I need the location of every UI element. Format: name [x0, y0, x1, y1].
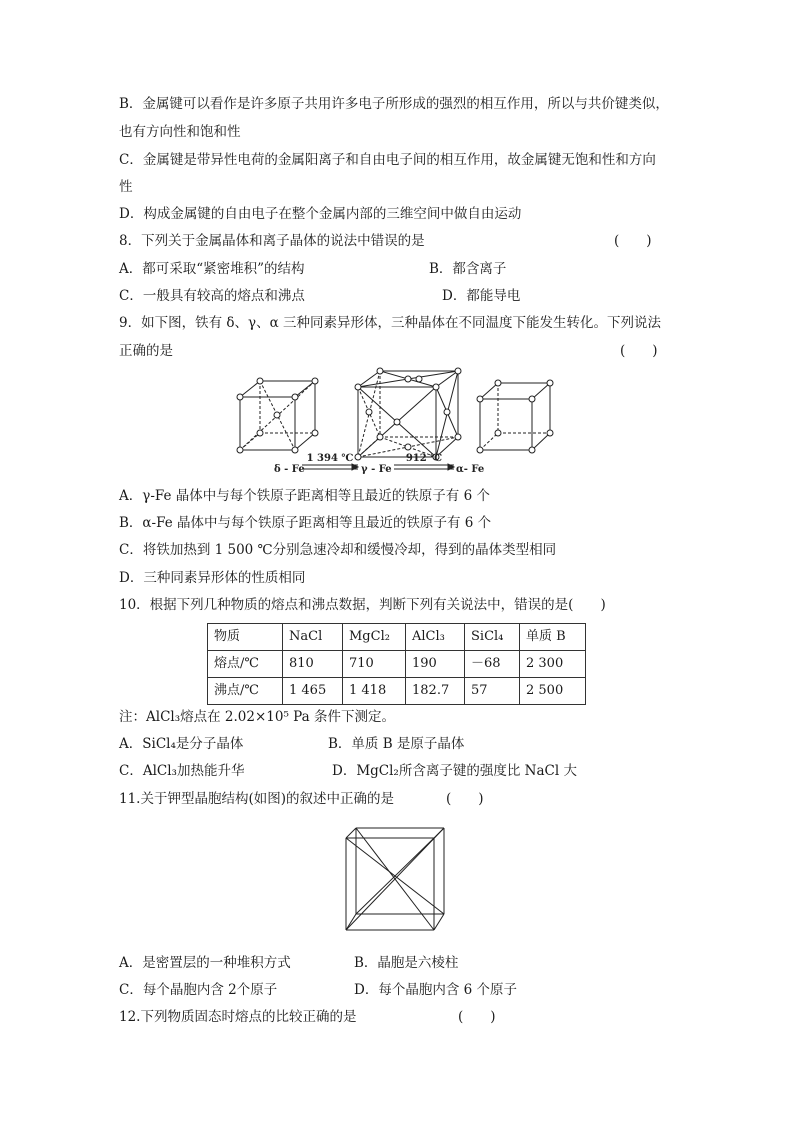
q8-answer-paren: ( ): [614, 233, 652, 249]
q11-option-a: A．是密置层的一种堆积方式: [119, 955, 291, 971]
q11-option-c: C．每个晶胞内含 2个原子: [119, 982, 278, 998]
table-cell: 182.7: [406, 678, 465, 705]
q9-answer-paren: ( ): [620, 343, 658, 359]
q8-option-a: A．都可采取“紧密堆积”的结构: [119, 261, 305, 277]
q10-option-d: D．MgCl₂所含离子键的强度比 NaCl 大: [332, 763, 577, 779]
table-cell: 1 465: [283, 678, 343, 705]
bcc-cell-figure: [338, 820, 458, 938]
table-header-row: [208, 624, 586, 651]
q11-option-d: D．每个晶胞内含 6 个原子: [354, 982, 517, 998]
q9-stem-line1: 9．如下图，铁有 δ、γ、α 三种同素异形体，三种晶体在不同温度下能发生转化。下列说法: [119, 315, 661, 331]
melting-boiling-table: [207, 623, 586, 705]
table-cell: 190: [406, 651, 465, 678]
table-header-cell: MgCl₂: [343, 624, 406, 651]
table-cell: 2 300: [520, 651, 586, 678]
q10-option-b: B．单质 B 是原子晶体: [328, 736, 465, 752]
q12-answer-paren: ( ): [458, 1009, 496, 1025]
table-header-cell: AlCl₃: [406, 624, 465, 651]
transition-temp-2: 912 ℃: [405, 453, 443, 464]
alpha-fe-label: α- Fe: [456, 464, 485, 475]
table-cell: 沸点/℃: [208, 678, 283, 705]
q8-stem: 8．下列关于金属晶体和离子晶体的说法中错误的是: [119, 233, 425, 249]
q11-stem: 11.关于钾型晶胞结构(如图)的叙述中正确的是: [119, 791, 395, 807]
iron-allotropes-figure: [230, 365, 570, 480]
gamma-fe-label: γ - Fe: [361, 464, 392, 475]
alpha-fe-cell: [480, 383, 550, 450]
q7-option-c-line2: 性: [119, 179, 133, 195]
table-cell: －68: [465, 651, 520, 678]
q10-option-c: C．AlCl₃加热能升华: [119, 763, 245, 779]
q8-option-b: B．都含离子: [429, 261, 507, 277]
q10-option-a: A．SiCl₄是分子晶体: [119, 736, 244, 752]
table-cell: 2 500: [520, 678, 586, 705]
table-cell: 熔点/℃: [208, 651, 283, 678]
table-header-cell: NaCl: [283, 624, 343, 651]
table-header-cell: SiCl₄: [465, 624, 520, 651]
q12-stem: 12.下列物质固态时熔点的比较正确的是: [119, 1009, 357, 1025]
q7-option-d: D．构成金属键的自由电子在整个金属内部的三维空间中做自由运动: [119, 206, 522, 222]
q7-option-b-line1: B．金属键可以看作是许多原子共用许多电子所形成的强烈的相互作用，所以与共价键类似，: [119, 96, 669, 112]
q11-answer-paren: ( ): [446, 791, 484, 807]
q9-option-a: A．γ-Fe 晶体中与每个铁原子距离相等且最近的铁原子有 6 个: [119, 488, 490, 504]
table-cell: 810: [283, 651, 343, 678]
delta-fe-label: δ - Fe: [274, 464, 305, 475]
table-row: [208, 678, 586, 705]
table-cell: 710: [343, 651, 406, 678]
q10-stem: 10．根据下列几种物质的熔点和沸点数据，判断下列有关说法中，错误的是( ): [119, 597, 606, 613]
q10-note: 注：AlCl₃熔点在 2.02×10⁵ Pa 条件下测定。: [119, 709, 395, 725]
table-header-cell: 单质 B: [520, 624, 586, 651]
q9-option-c: C．将铁加热到 1 500 ℃分别急速冷却和缓慢冷却，得到的晶体类型相同: [119, 542, 557, 558]
q7-option-b-line2: 也有方向性和饱和性: [119, 124, 241, 140]
table-row: [208, 651, 586, 678]
table-cell: 57: [465, 678, 520, 705]
q9-stem-line2: 正确的是: [119, 343, 173, 359]
q9-option-b: B．α-Fe 晶体中与每个铁原子距离相等且最近的铁原子有 6 个: [119, 515, 492, 531]
q8-option-d: D．都能导电: [442, 288, 521, 304]
q7-option-c-line1: C．金属键是带异性电荷的金属阳离子和自由电子间的相互作用，故金属键无饱和性和方向: [119, 152, 656, 168]
q8-option-c: C．一般具有较高的熔点和沸点: [119, 288, 305, 304]
table-cell: 1 418: [343, 678, 406, 705]
q9-option-d: D．三种同素异形体的性质相同: [119, 570, 306, 586]
q11-option-b: B．晶胞是六棱柱: [354, 955, 459, 971]
transition-temp-1: 1 394 ℃: [306, 453, 354, 464]
table-header-cell: 物质: [208, 624, 283, 651]
